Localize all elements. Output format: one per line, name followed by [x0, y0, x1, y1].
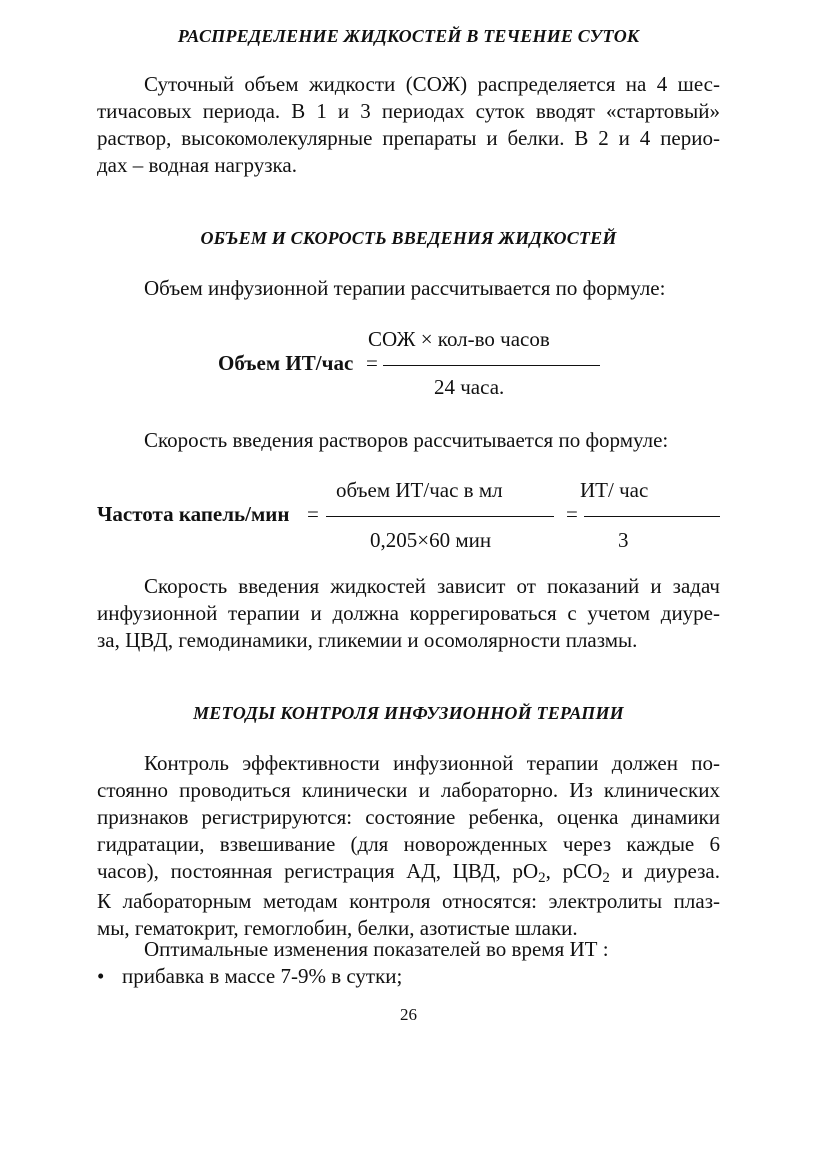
formula2-denominator1: 0,205×60 мин	[370, 528, 492, 552]
formula2-numerator2: ИТ/ час	[580, 478, 649, 502]
paragraph-distribution	[97, 71, 720, 179]
text-line: тичасовых периода. В 1 и 3 периодах суток вводят «стартовый»	[97, 99, 720, 123]
paragraph-clinical-control	[97, 750, 720, 885]
section-heading-volume-rate: ОБЪЕМ И СКОРОСТЬ ВВЕДЕНИЯ ЖИДКОСТЕЙ	[200, 228, 617, 248]
formula1-fraction-bar	[383, 365, 600, 366]
list-item-text: прибавка в массе 7-9% в сутки;	[122, 964, 403, 988]
text-line: К лабораторным методам контроля относятся: электролиты плаз-	[97, 889, 720, 913]
formula2-equals2: =	[566, 502, 578, 526]
paragraph-lab-control	[97, 888, 720, 942]
text-line: дах – водная нагрузка.	[97, 153, 297, 177]
formula1-equals: =	[366, 351, 378, 375]
formula2-numerator1: объем ИТ/час в мл	[336, 478, 503, 502]
formula1-numerator: СОЖ × кол-во часов	[368, 327, 550, 351]
text-line: Скорость введения жидкостей зависит от показаний и задач	[144, 574, 720, 598]
paragraph-optimal-changes: Оптимальные изменения показателей во время ИТ :	[144, 937, 609, 961]
formula2-fraction-bar1	[326, 516, 554, 517]
text-line: гидратации, взвешивание (для новорожденных через каждые 6	[97, 832, 720, 856]
formula2-fraction-bar2	[584, 516, 720, 517]
text-line: мы, гематокрит, гемоглобин, белки, азотистые шлаки.	[97, 916, 578, 940]
page-number: 26	[400, 1005, 417, 1024]
formula1-denominator: 24 часа.	[434, 375, 505, 399]
text-line: раствор, высокомолекулярные препараты и белки. В 2 и 4 перио-	[97, 126, 720, 150]
section-heading-distribution: РАСПРЕДЕЛЕНИЕ ЖИДКОСТЕЙ В ТЕЧЕНИЕ СУТОК	[177, 26, 640, 46]
formula-intro-volume: Объем инфузионной терапии рассчитывается по формуле:	[144, 276, 666, 300]
text-line-with-subscripts: часов), постоянная регистрация АД, ЦВД, $pO_2$, pCO$_2$ и диуреза.	[97, 859, 721, 886]
section-heading-control-methods: МЕТОДЫ КОНТРОЛЯ ИНФУЗИОННОЙ ТЕРАПИИ	[193, 703, 624, 723]
formula-intro-rate: Скорость введения растворов рассчитывается по формуле:	[144, 428, 669, 452]
formula2-lhs: Частота капель/мин	[97, 502, 290, 526]
formula2-denominator2: 3	[618, 528, 629, 552]
formula2-equals1: =	[307, 502, 319, 526]
text-line: признаков регистрируются: состояние ребенка, оценка динамики	[97, 805, 720, 829]
text-line: инфузионной терапии и должна коррегироваться с учетом диуре-	[97, 601, 720, 625]
text-line: за, ЦВД, гемодинамики, гликемии и осомолярности плазмы.	[97, 628, 638, 652]
formula1-lhs: Объем ИТ/час	[218, 351, 354, 375]
paragraph-rate-dependence	[97, 573, 720, 654]
text-line: стоянно проводиться клинически и лабораторно. Из клинических	[97, 778, 720, 802]
text-line: Суточный объем жидкости (СОЖ) распределяется на 4 шес-	[144, 72, 720, 96]
bullet-mark: •	[97, 964, 105, 988]
text-line: Контроль эффективности инфузионной терапии должен по-	[144, 751, 720, 775]
